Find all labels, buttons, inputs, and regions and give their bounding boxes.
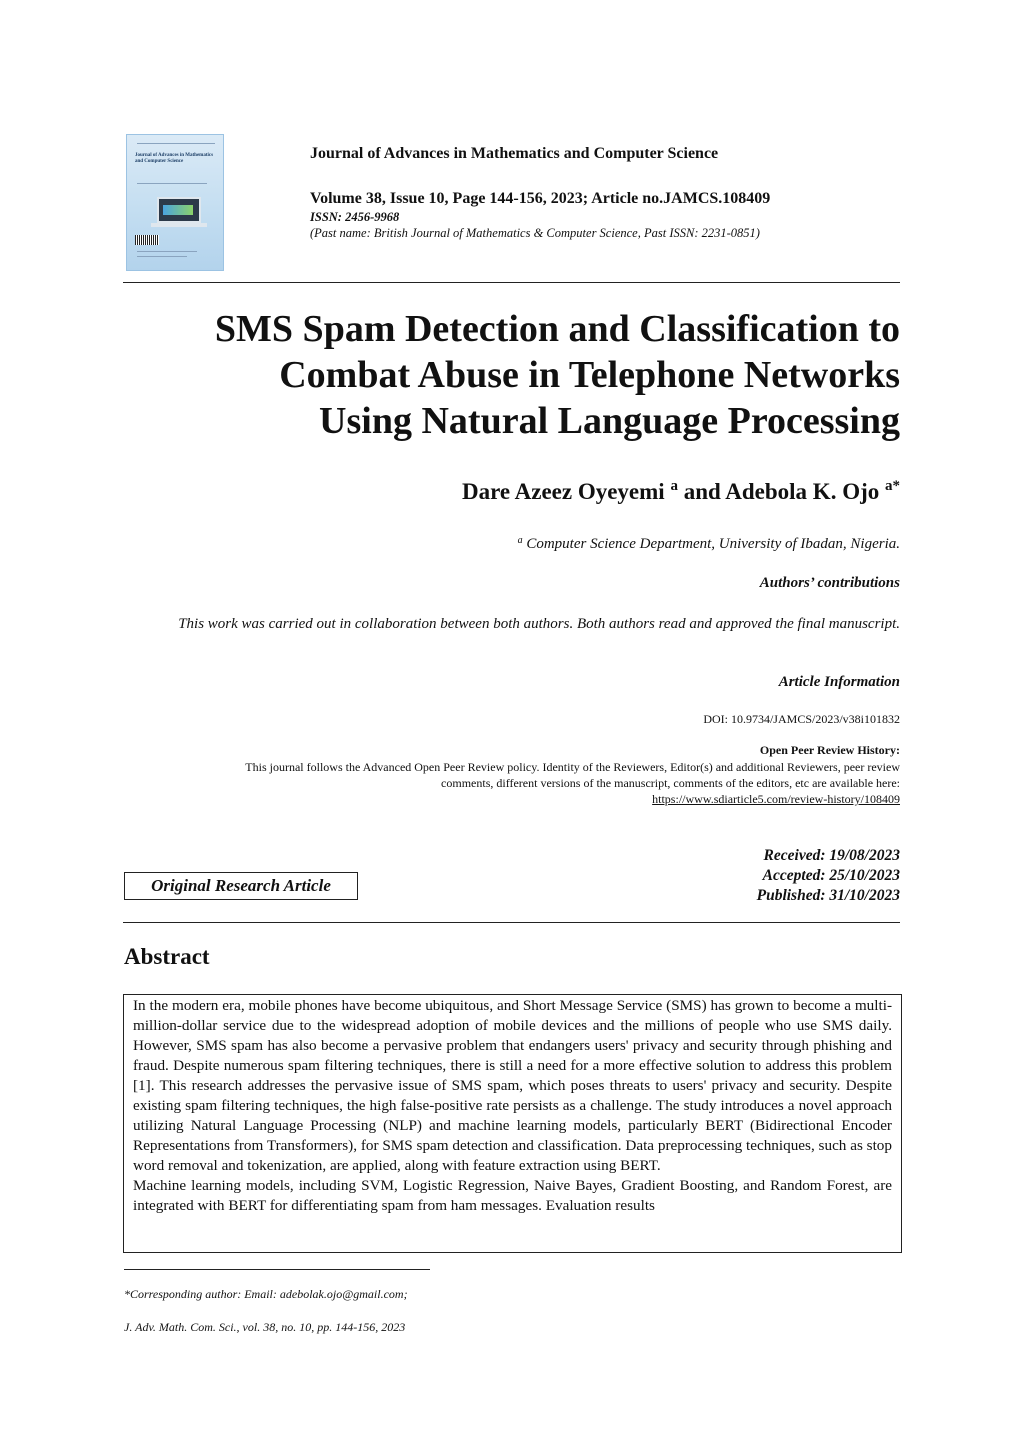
published-date: Published: 31/10/2023	[756, 887, 900, 904]
volume-line: Volume 38, Issue 10, Page 144-156, 2023; Article no.JAMCS.108409	[310, 190, 771, 207]
article-type-box: Original Research Article	[124, 872, 358, 900]
issn: ISSN: 2456-9968	[310, 210, 400, 224]
cover-title: Journal of Advances in Mathematics and Computer Science	[135, 153, 214, 164]
contributions-heading: Authors’ contributions	[759, 575, 900, 591]
peer-review-heading: Open Peer Review History:	[759, 743, 900, 757]
affiliation-mark: a	[517, 535, 523, 546]
abstract-heading: Abstract	[124, 944, 210, 969]
publication-dates	[757, 846, 900, 906]
author-2: Adebola K. Ojo	[725, 479, 880, 504]
author-1: Dare Azeez Oyeyemi	[462, 479, 665, 504]
past-name: (Past name: British Journal of Mathematics & Computer Science, Past ISSN: 2231-0851)	[310, 226, 760, 240]
laptop-illustration	[157, 197, 201, 223]
article-info-heading: Article Information	[778, 674, 900, 690]
journal-cover-image	[126, 134, 224, 271]
affiliation	[518, 535, 900, 553]
dates-divider	[123, 922, 900, 923]
author-joiner: and	[677, 479, 726, 504]
peer-review-line-1: This journal follows the Advanced Open Peer Review policy. Identity of the Reviewers, Editor(s) and additional Reviewers, peer review	[245, 760, 900, 774]
peer-review-text	[120, 759, 900, 807]
footnote-divider	[124, 1269, 430, 1270]
affiliation-text: Computer Science Department, University of Ibadan, Nigeria.	[526, 536, 900, 552]
author-line	[462, 478, 900, 505]
title-line-2: Combat Abuse in Telephone Networks	[279, 354, 900, 396]
received-date: Received: 19/08/2023	[763, 847, 900, 864]
author-1-affiliation-mark: a	[670, 478, 678, 494]
laptop-base	[151, 223, 207, 227]
title-line-3: Using Natural Language Processing	[319, 400, 900, 442]
abstract-box	[123, 994, 902, 1253]
barcode-icon	[135, 235, 159, 245]
title-line-1: SMS Spam Detection and Classification to	[214, 308, 900, 350]
author-2-affiliation-mark: a*	[885, 478, 900, 494]
header-divider	[123, 282, 900, 283]
corresponding-author-note: *Corresponding author: Email: adebolak.ojo@gmail.com;	[124, 1287, 408, 1301]
abstract-paragraph-1: In the modern era, mobile phones have become ubiquitous, and Short Message Service (SMS) has grown to become a multi-million-dollar service due to the widespread adoption of mobile devices and the millions of people who use SMS daily. However, SMS spam has also become a pervasive problem that endangers users' privacy and security through phishing and fraud. Despite numerous spam filtering techniques, there is still a need for a more effective solution to address this problem [1]. This research addresses the pervasive issue of SMS spam, which poses threats to users' privacy and security. Despite existing spam filtering techniques, the high false-positive rate persists as a challenge. The study introduces a novel approach utilizing Natural Language Processing (NLP) and machine learning models, particularly BERT (Bidirectional Encoder Representations from Transformers), for SMS spam detection and classification. Data preprocessing techniques, such as stop word removal and tokenization, are applied, along with feature extraction using BERT.	[133, 997, 892, 1174]
cover-rule	[137, 256, 187, 257]
review-history-link[interactable]: https://www.sdiarticle5.com/review-history/108409	[652, 792, 900, 806]
doi: DOI: 10.9734/JAMCS/2023/v38i101832	[703, 712, 900, 726]
contributions-text: This work was carried out in collaboration between both authors. Both authors read and approved the final manuscript.	[178, 616, 900, 632]
cover-rule	[137, 143, 215, 144]
article-title	[120, 306, 900, 444]
peer-review-line-2: comments, different versions of the manuscript, comments of the editors, etc are available here:	[441, 776, 900, 790]
cover-rule	[137, 251, 197, 252]
citation-footer: J. Adv. Math. Com. Sci., vol. 38, no. 10, pp. 144-156, 2023	[124, 1320, 406, 1334]
cover-rule	[137, 183, 207, 184]
abstract-paragraph-2: Machine learning models, including SVM, Logistic Regression, Naive Bayes, Gradient Boosting, and Random Forest, are integrated with BERT for differentiating spam from ham messages. Evaluation results	[133, 1177, 892, 1214]
accepted-date: Accepted: 25/10/2023	[762, 867, 900, 884]
journal-name: Journal of Advances in Mathematics and Computer Science	[310, 145, 719, 162]
